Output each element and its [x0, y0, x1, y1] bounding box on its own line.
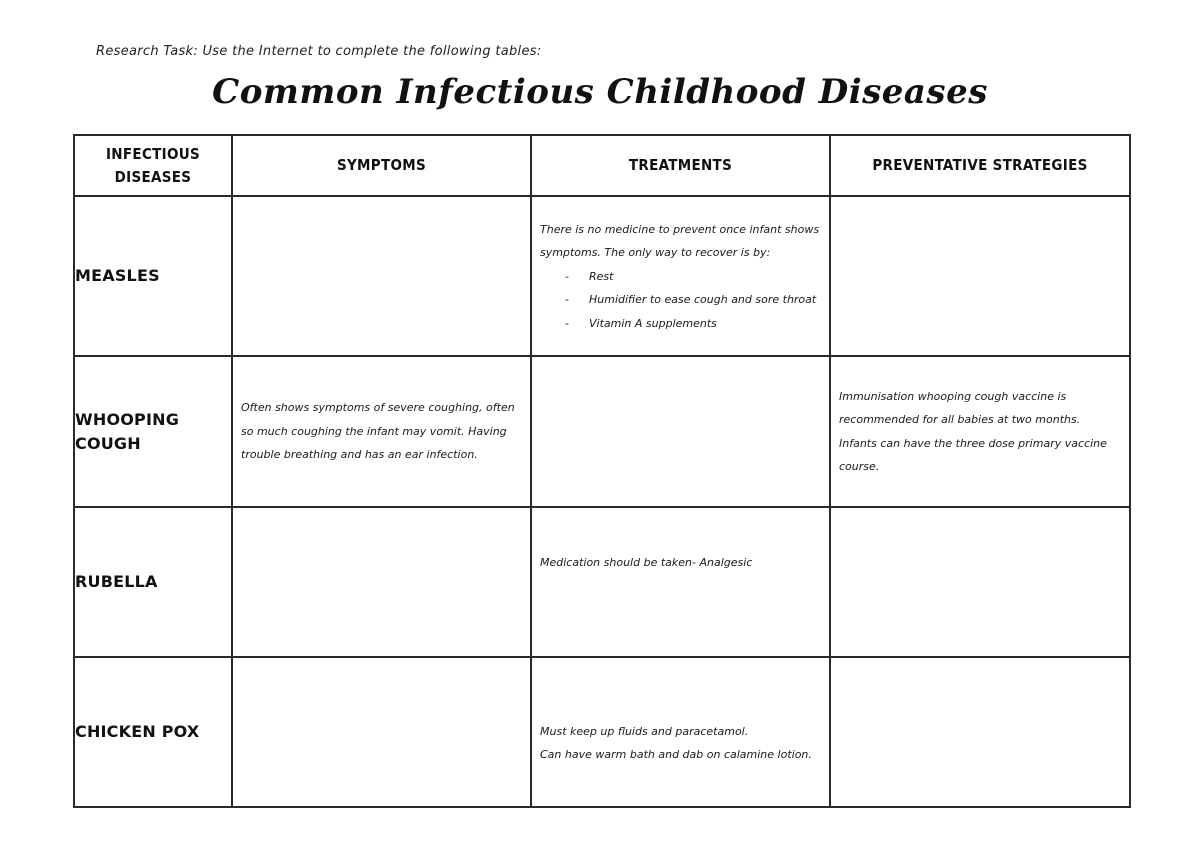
header-symptoms: SYMPTOMS: [232, 135, 531, 196]
disease-name-rubella: RUBELLA: [74, 507, 232, 657]
rubella-treatments-text: Medication should be taken- Analgesic: [540, 556, 753, 569]
diseases-table: [73, 134, 1131, 808]
rubella-symptoms-cell: [232, 507, 531, 657]
instruction-text: Research Task: Use the Internet to complete the following tables:: [96, 44, 542, 59]
chicken-pox-symptoms-cell: [232, 657, 531, 807]
table-row-chicken-pox: [74, 657, 1130, 807]
chicken-pox-treatments-cell: [531, 657, 830, 807]
measles-prevention-cell: [830, 196, 1130, 356]
disease-name-whooping-cough: WHOOPING COUGH: [74, 356, 232, 507]
table-header-row: [74, 135, 1130, 196]
whooping-cough-treatments-cell: [531, 356, 830, 507]
header-preventative-strategies: PREVENTATIVE STRATEGIES: [830, 135, 1130, 196]
measles-treatments-list: [540, 265, 821, 336]
whooping-cough-prevention-cell: [830, 356, 1130, 507]
rubella-prevention-cell: [830, 507, 1130, 657]
header-infectious-diseases: INFECTIOUS DISEASES: [74, 135, 232, 196]
rubella-treatments-cell: [531, 507, 830, 657]
list-item: - Rest: [565, 265, 821, 289]
chicken-pox-prevention-cell: [830, 657, 1130, 807]
page-title: Common Infectious Childhood Diseases: [212, 72, 988, 112]
table-row-measles: [74, 196, 1130, 356]
list-item: - Vitamin A supplements: [565, 312, 821, 336]
disease-name-chicken-pox: CHICKEN POX: [74, 657, 232, 807]
whooping-cough-symptoms-text: Often shows symptoms of severe coughing, often so much coughing the infant may vomit. Having trouble breathing and has an ear infection.: [241, 401, 515, 462]
whooping-cough-symptoms-cell: [232, 356, 531, 507]
measles-symptoms-cell: [232, 196, 531, 356]
chicken-pox-treatments-line-2: Can have warm bath and dab on calamine lotion.: [540, 748, 812, 761]
table-row-rubella: [74, 507, 1130, 657]
list-item: - Humidifier to ease cough and sore throat: [565, 288, 821, 312]
chicken-pox-treatments-line-1: Must keep up fluids and paracetamol.: [540, 724, 749, 738]
whooping-cough-prevention-line-2: Infants can have the three dose primary vaccine course.: [839, 436, 1107, 473]
whooping-cough-prevention-line-1: Immunisation whooping cough vaccine is recommended for all babies at two months.: [839, 389, 1081, 426]
measles-treatments-cell: [531, 196, 830, 356]
disease-name-measles: MEASLES: [74, 196, 232, 356]
table-row-whooping-cough: [74, 356, 1130, 507]
measles-treatments-intro: There is no medicine to prevent once infant shows symptoms. The only way to recover is by:: [540, 222, 820, 260]
header-treatments: TREATMENTS: [531, 135, 830, 196]
